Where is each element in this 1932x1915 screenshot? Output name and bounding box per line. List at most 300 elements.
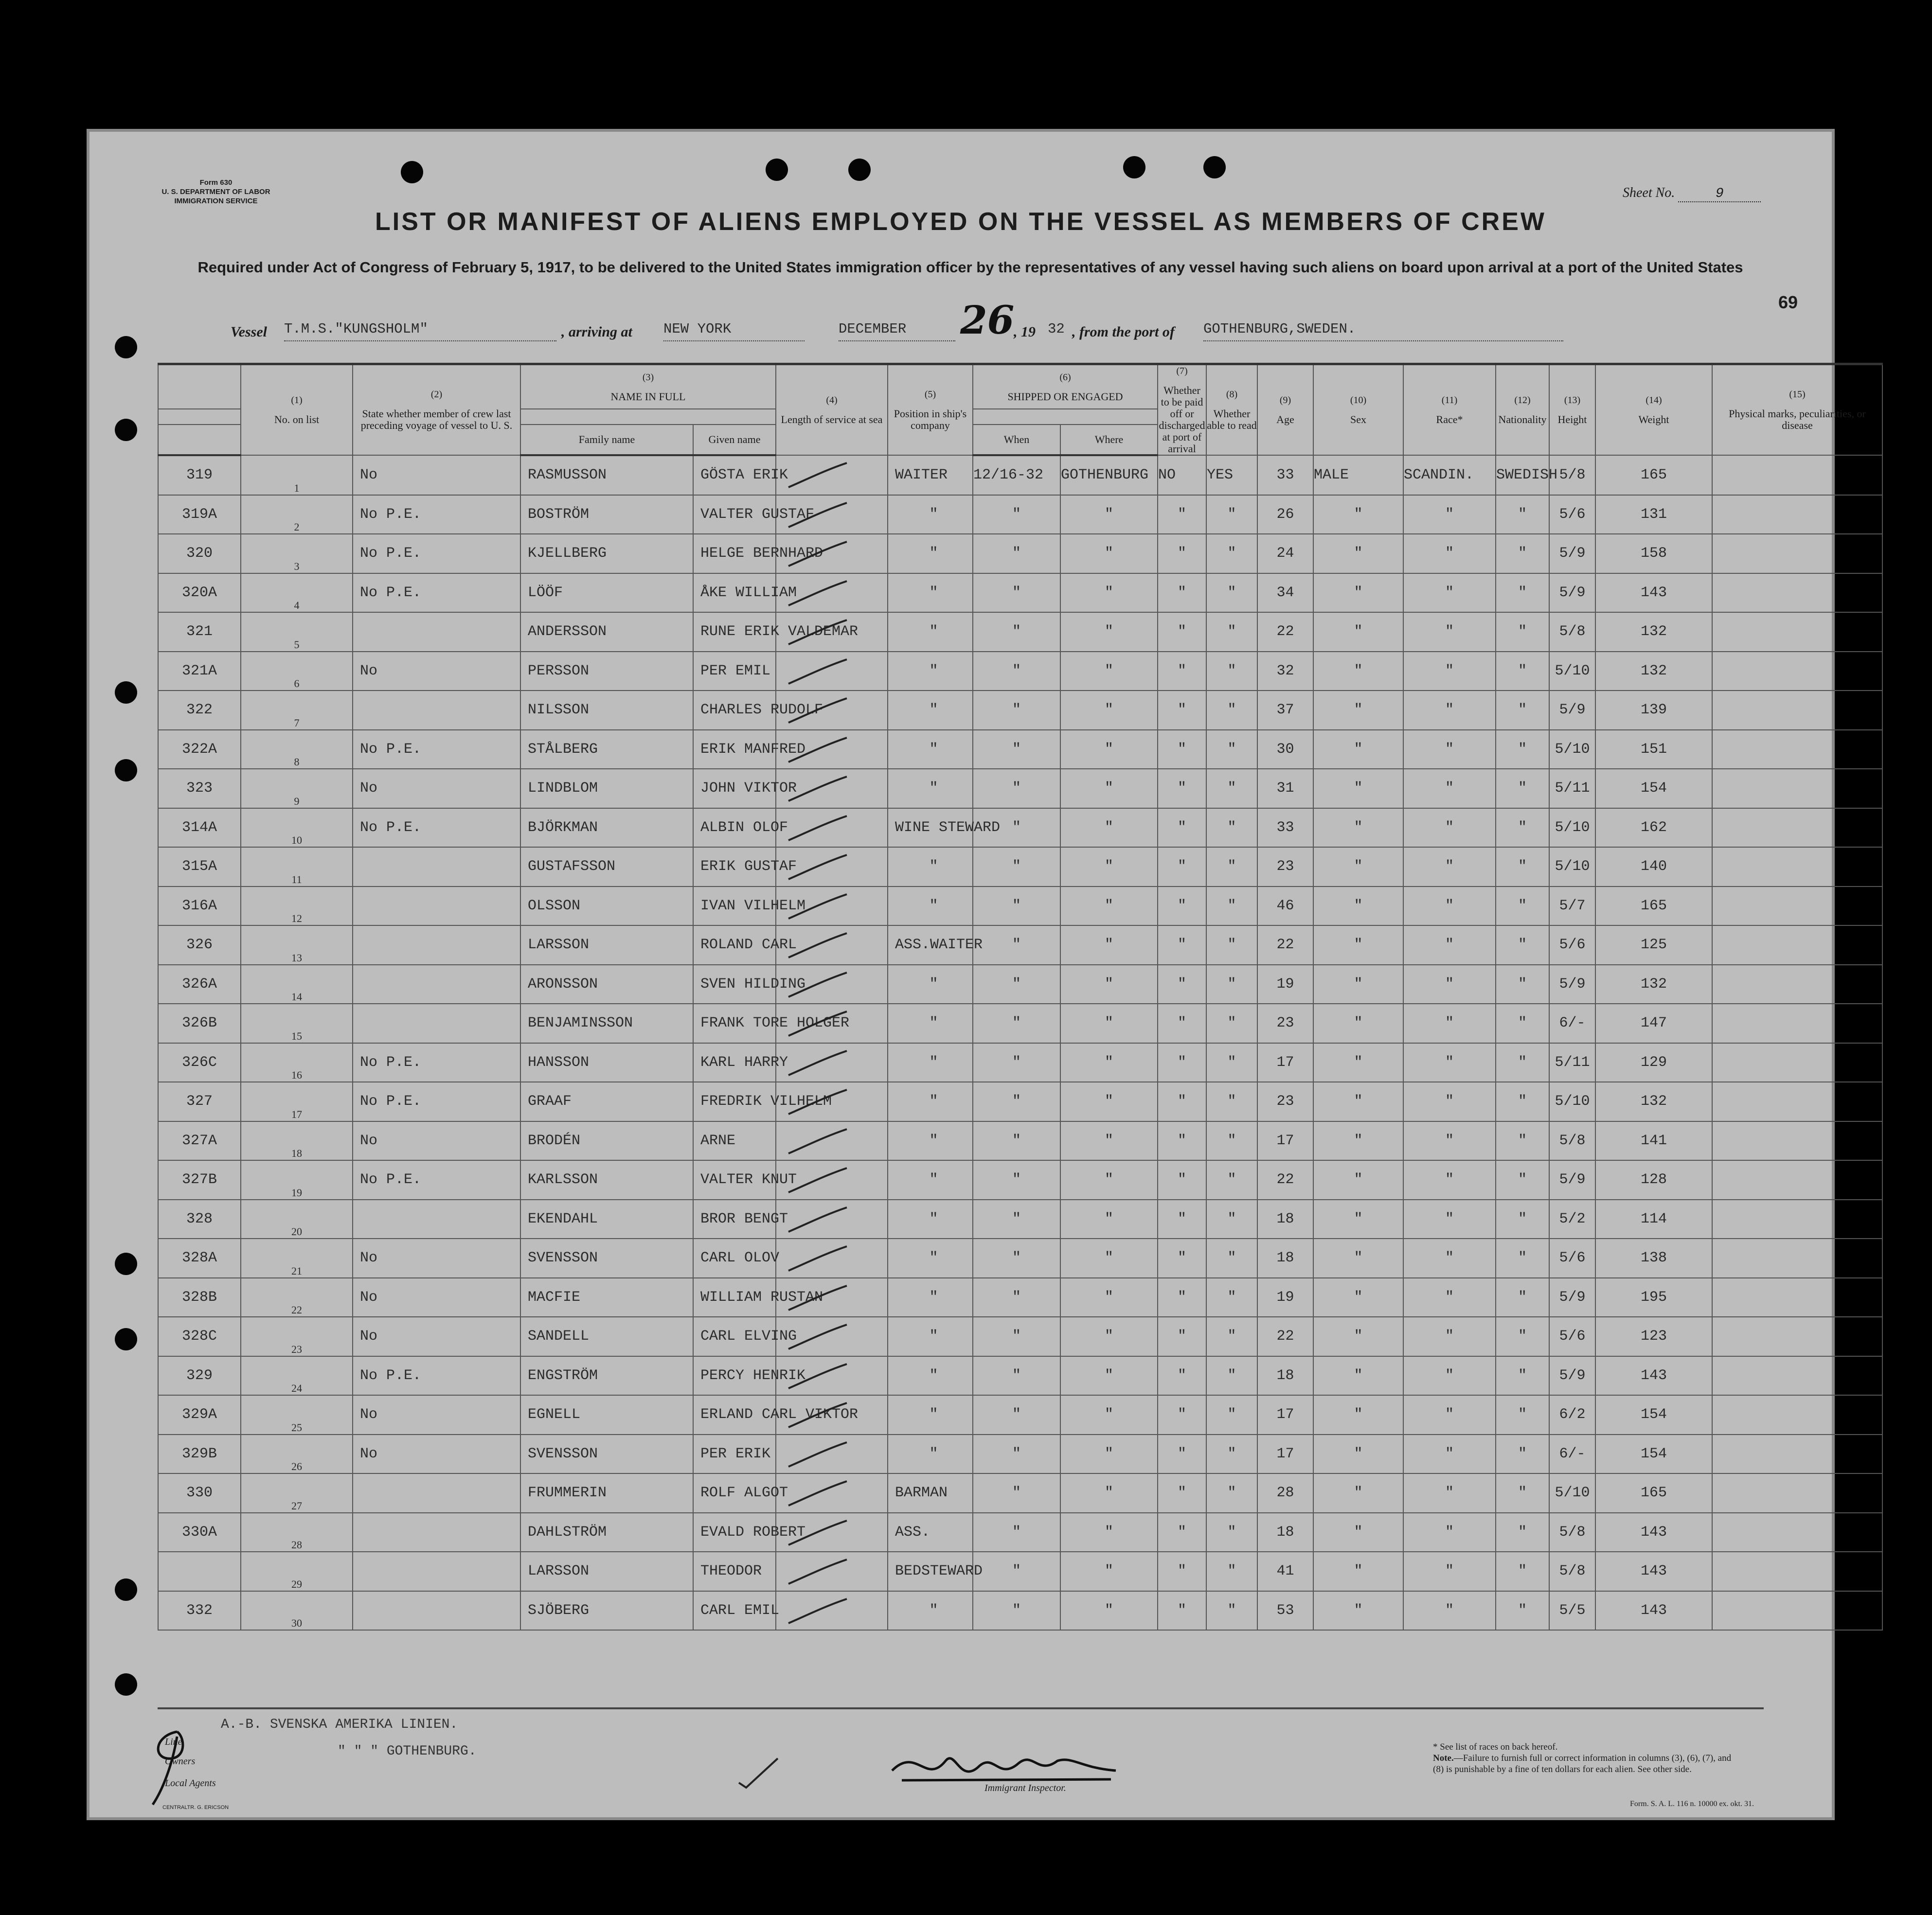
height-cell: 5/9 (1549, 691, 1595, 730)
ref-cell: 328B (158, 1278, 241, 1317)
marks-cell (1712, 1356, 1882, 1396)
form-identifier (143, 178, 289, 206)
where-cell: " (1060, 1513, 1158, 1552)
where-cell: " (1060, 1121, 1158, 1161)
punch-hole (766, 159, 788, 181)
sex-cell: " (1313, 887, 1403, 926)
length-of-service-cell (776, 455, 888, 495)
read-cell: " (1206, 1552, 1257, 1591)
check-stroke (786, 657, 849, 686)
age-cell: 17 (1257, 1043, 1313, 1082)
year-label: , 19 (1014, 324, 1036, 340)
nat-cell: " (1496, 1395, 1549, 1435)
race-cell: " (1403, 612, 1496, 652)
punch-hole (115, 759, 137, 781)
length-of-service-cell (776, 1160, 888, 1200)
read-cell: " (1206, 1121, 1257, 1161)
position-cell: " (888, 495, 973, 534)
height-cell: 5/9 (1549, 965, 1595, 1004)
read-cell: " (1206, 1356, 1257, 1396)
table-row (158, 573, 1882, 613)
age-cell: 17 (1257, 1395, 1313, 1435)
height-cell: 5/8 (1549, 455, 1595, 495)
table-row (158, 1395, 1882, 1435)
owners-value: " " " GOTHENBURG. (338, 1744, 477, 1759)
check-stroke (786, 1518, 849, 1547)
col-race-header: (11) Race* (1403, 364, 1496, 456)
paid-cell: " (1158, 495, 1206, 534)
weight-cell: 129 (1595, 1043, 1712, 1082)
prev-cell: No P.E. (353, 495, 520, 534)
paid-cell: " (1158, 1082, 1206, 1121)
weight-cell: 139 (1595, 691, 1712, 730)
when-cell: " (973, 691, 1060, 730)
where-cell: " (1060, 808, 1158, 848)
punch-hole (115, 1673, 137, 1696)
age-cell: 17 (1257, 1435, 1313, 1474)
marks-cell (1712, 925, 1882, 965)
ref-cell: 326C (158, 1043, 241, 1082)
height-cell: 5/9 (1549, 1160, 1595, 1200)
sex-cell: " (1313, 925, 1403, 965)
when-cell: " (973, 965, 1060, 1004)
sex-cell: " (1313, 1395, 1403, 1435)
race-cell: " (1403, 495, 1496, 534)
read-cell: " (1206, 965, 1257, 1004)
race-cell: SCANDIN. (1403, 455, 1496, 495)
table-row (158, 1591, 1882, 1631)
family-cell: ENGSTRÖM (520, 1356, 693, 1396)
read-cell: " (1206, 769, 1257, 808)
col-name-header: (3) NAME IN FULL (520, 364, 776, 409)
paid-cell: " (1158, 1552, 1206, 1591)
table-row (158, 534, 1882, 573)
nat-cell: " (1496, 1473, 1549, 1513)
marks-cell (1712, 1395, 1882, 1435)
race-cell: " (1403, 847, 1496, 887)
paid-cell: " (1158, 847, 1206, 887)
read-cell: " (1206, 730, 1257, 769)
race-cell: " (1403, 887, 1496, 926)
read-cell: " (1206, 1435, 1257, 1474)
punch-hole (115, 1578, 137, 1601)
check-stroke (786, 1401, 849, 1430)
no-cell: 9 (241, 769, 353, 808)
position-cell: " (888, 1121, 973, 1161)
length-of-service-cell (776, 769, 888, 808)
paid-cell: " (1158, 1239, 1206, 1278)
when-cell: " (973, 495, 1060, 534)
nat-cell: " (1496, 573, 1549, 613)
no-cell: 2 (241, 495, 353, 534)
race-cell: " (1403, 1513, 1496, 1552)
family-cell: GRAAF (520, 1082, 693, 1121)
given-cell: PER EMIL (693, 652, 776, 691)
length-of-service-cell (776, 1317, 888, 1356)
no-cell: 30 (241, 1591, 353, 1631)
marks-cell (1712, 1317, 1882, 1356)
marks-cell (1712, 1591, 1882, 1631)
weight-cell: 165 (1595, 887, 1712, 926)
prev-cell (353, 1513, 520, 1552)
age-cell: 18 (1257, 1356, 1313, 1396)
position-cell: " (888, 573, 973, 613)
where-cell: " (1060, 1435, 1158, 1474)
when-cell: " (973, 612, 1060, 652)
position-cell: " (888, 1278, 973, 1317)
check-stroke (786, 539, 849, 568)
race-cell: " (1403, 1473, 1496, 1513)
manifest-footer (89, 1707, 1832, 1814)
weight-cell: 140 (1595, 847, 1712, 887)
nat-cell: " (1496, 1513, 1549, 1552)
nat-cell: SWEDISH (1496, 455, 1549, 495)
punch-hole (1203, 156, 1226, 178)
col-given-name-header: Given name (693, 425, 776, 455)
arrival-port: NEW YORK (663, 321, 805, 341)
race-cell: " (1403, 769, 1496, 808)
length-of-service-cell (776, 1473, 888, 1513)
prev-cell (353, 887, 520, 926)
paid-cell: " (1158, 1317, 1206, 1356)
vessel-label: Vessel (231, 324, 267, 340)
age-cell: 22 (1257, 612, 1313, 652)
nat-cell: " (1496, 1278, 1549, 1317)
sex-cell: " (1313, 1043, 1403, 1082)
ref-cell: 320 (158, 534, 241, 573)
read-cell: " (1206, 925, 1257, 965)
col-when-header: When (973, 425, 1060, 455)
nat-cell: " (1496, 1356, 1549, 1396)
age-cell: 37 (1257, 691, 1313, 730)
no-cell: 8 (241, 730, 353, 769)
marks-cell (1712, 1513, 1882, 1552)
nat-cell: " (1496, 1552, 1549, 1591)
position-cell: " (888, 1160, 973, 1200)
department-name: U. S. DEPARTMENT OF LABOR (161, 188, 270, 196)
age-cell: 53 (1257, 1591, 1313, 1631)
where-cell: " (1060, 1278, 1158, 1317)
prev-cell (353, 691, 520, 730)
check-stroke (786, 579, 849, 608)
check-stroke (786, 1127, 849, 1156)
given-cell: JOHN VIKTOR (693, 769, 776, 808)
family-cell: BRODÉN (520, 1121, 693, 1161)
when-cell: " (973, 1043, 1060, 1082)
prev-cell: No (353, 455, 520, 495)
paid-cell: " (1158, 652, 1206, 691)
arriving-label: , arriving at (561, 324, 632, 340)
ref-cell: 315A (158, 847, 241, 887)
col-paid-off-header: (7) Whether to be paid off or discharged at port of arrival (1158, 364, 1206, 456)
table-row (158, 1239, 1882, 1278)
length-of-service-cell (776, 495, 888, 534)
length-of-service-cell (776, 652, 888, 691)
sheet-number-value: 9 (1678, 186, 1761, 202)
paid-cell: " (1158, 808, 1206, 848)
ref-cell: 327A (158, 1121, 241, 1161)
paid-cell: " (1158, 1278, 1206, 1317)
no-cell: 7 (241, 691, 353, 730)
table-row (158, 1043, 1882, 1082)
family-cell: OLSSON (520, 887, 693, 926)
height-cell: 5/10 (1549, 1082, 1595, 1121)
given-cell: FREDRIK VILHELM (693, 1082, 776, 1121)
race-cell: " (1403, 1082, 1496, 1121)
table-row (158, 1552, 1882, 1591)
when-cell: " (973, 534, 1060, 573)
ref-cell: 328C (158, 1317, 241, 1356)
given-cell: RUNE ERIK VALDEMAR (693, 612, 776, 652)
age-cell: 23 (1257, 1082, 1313, 1121)
col-sex-header: (10) Sex (1313, 364, 1403, 456)
position-cell: " (888, 1082, 973, 1121)
race-cell: " (1403, 1239, 1496, 1278)
document-subtitle: Required under Act of Congress of February 5, 1917, to be delivered to the United States immigration officer by the representatives of any vessel having such aliens on board upon arrival at a port of the United States (197, 259, 1743, 276)
family-cell: ARONSSON (520, 965, 693, 1004)
no-cell: 21 (241, 1239, 353, 1278)
marks-cell (1712, 1278, 1882, 1317)
no-cell: 20 (241, 1200, 353, 1239)
race-cell: " (1403, 1435, 1496, 1474)
given-cell: CARL EMIL (693, 1591, 776, 1631)
age-cell: 24 (1257, 534, 1313, 573)
family-cell: BJÖRKMAN (520, 808, 693, 848)
no-cell: 26 (241, 1435, 353, 1474)
age-cell: 18 (1257, 1513, 1313, 1552)
height-cell: 5/6 (1549, 1317, 1595, 1356)
nat-cell: " (1496, 965, 1549, 1004)
read-cell: " (1206, 1004, 1257, 1043)
marks-cell (1712, 887, 1882, 926)
given-cell: VALTER KNUT (693, 1160, 776, 1200)
no-cell: 13 (241, 925, 353, 965)
ref-cell: 328A (158, 1239, 241, 1278)
col-nationality-header: (12) Nationality (1496, 364, 1549, 456)
height-cell: 5/9 (1549, 1356, 1595, 1396)
race-cell: " (1403, 730, 1496, 769)
nat-cell: " (1496, 1239, 1549, 1278)
check-stroke (786, 931, 849, 960)
table-row (158, 1082, 1882, 1121)
given-cell: ALBIN OLOF (693, 808, 776, 848)
height-cell: 6/- (1549, 1435, 1595, 1474)
given-cell: PER ERIK (693, 1435, 776, 1474)
position-cell: " (888, 1317, 973, 1356)
length-of-service-cell (776, 1004, 888, 1043)
length-of-service-cell (776, 573, 888, 613)
nat-cell: " (1496, 887, 1549, 926)
line-label: Line (165, 1737, 182, 1747)
no-cell: 25 (241, 1395, 353, 1435)
length-of-service-cell (776, 691, 888, 730)
nat-cell: " (1496, 1317, 1549, 1356)
marks-cell (1712, 691, 1882, 730)
position-cell: " (888, 1435, 973, 1474)
age-cell: 41 (1257, 1552, 1313, 1591)
given-cell: EVALD ROBERT (693, 1513, 776, 1552)
family-cell: SVENSSON (520, 1239, 693, 1278)
prev-cell: No P.E. (353, 534, 520, 573)
race-cell: " (1403, 652, 1496, 691)
where-cell: " (1060, 1004, 1158, 1043)
prev-cell: No P.E. (353, 730, 520, 769)
height-cell: 6/2 (1549, 1395, 1595, 1435)
where-cell: " (1060, 1239, 1158, 1278)
age-cell: 22 (1257, 1317, 1313, 1356)
sex-cell: " (1313, 1473, 1403, 1513)
check-stroke (786, 1244, 849, 1273)
check-stroke (786, 852, 849, 882)
paid-cell: " (1158, 612, 1206, 652)
table-row (158, 730, 1882, 769)
ref-cell: 327B (158, 1160, 241, 1200)
height-cell: 5/6 (1549, 495, 1595, 534)
given-cell: HELGE BERNHARD (693, 534, 776, 573)
col-weight-header: (14) Weight (1595, 364, 1712, 456)
given-cell: PERCY HENRIK (693, 1356, 776, 1396)
where-cell: " (1060, 730, 1158, 769)
where-cell: " (1060, 1591, 1158, 1631)
prev-cell: No P.E. (353, 1160, 520, 1200)
sex-cell: " (1313, 1435, 1403, 1474)
length-of-service-cell (776, 1552, 888, 1591)
given-cell: SVEN HILDING (693, 965, 776, 1004)
sex-cell: " (1313, 1356, 1403, 1396)
when-cell: " (973, 1004, 1060, 1043)
race-cell: " (1403, 965, 1496, 1004)
paid-cell: " (1158, 1591, 1206, 1631)
race-cell: " (1403, 1200, 1496, 1239)
marks-cell (1712, 455, 1882, 495)
race-cell: " (1403, 1395, 1496, 1435)
where-cell: " (1060, 495, 1158, 534)
nat-cell: " (1496, 612, 1549, 652)
nat-cell: " (1496, 769, 1549, 808)
table-row (158, 808, 1882, 848)
check-stroke (786, 1009, 849, 1038)
height-cell: 5/7 (1549, 887, 1595, 926)
prev-cell: No (353, 1278, 520, 1317)
height-cell: 5/8 (1549, 1121, 1595, 1161)
paid-cell: " (1158, 1160, 1206, 1200)
read-cell: " (1206, 495, 1257, 534)
weight-cell: 158 (1595, 534, 1712, 573)
read-cell: " (1206, 1317, 1257, 1356)
read-cell: " (1206, 1239, 1257, 1278)
paid-cell: " (1158, 730, 1206, 769)
when-cell: " (973, 1513, 1060, 1552)
prev-cell (353, 1004, 520, 1043)
position-cell: " (888, 887, 973, 926)
ref-cell: 326A (158, 965, 241, 1004)
punch-hole (1123, 156, 1145, 178)
nat-cell: " (1496, 1591, 1549, 1631)
height-cell: 5/10 (1549, 730, 1595, 769)
marks-cell (1712, 1004, 1882, 1043)
given-cell: CARL ELVING (693, 1317, 776, 1356)
no-cell: 11 (241, 847, 353, 887)
given-cell: KARL HARRY (693, 1043, 776, 1082)
no-cell: 27 (241, 1473, 353, 1513)
where-cell: " (1060, 1082, 1158, 1121)
position-cell: " (888, 652, 973, 691)
no-cell: 12 (241, 887, 353, 926)
no-cell: 5 (241, 612, 353, 652)
given-cell: ERIK GUSTAF (693, 847, 776, 887)
table-row (158, 1278, 1882, 1317)
document-title: LIST OR MANIFEST OF ALIENS EMPLOYED ON THE VESSEL AS MEMBERS OF CREW (375, 208, 1546, 236)
read-cell: " (1206, 847, 1257, 887)
ref-cell: 326B (158, 1004, 241, 1043)
sex-cell: " (1313, 965, 1403, 1004)
sex-cell: " (1313, 1082, 1403, 1121)
table-row (158, 1473, 1882, 1513)
marks-cell (1712, 534, 1882, 573)
paid-cell: " (1158, 1395, 1206, 1435)
where-cell: GOTHENBURG (1060, 455, 1158, 495)
table-row (158, 455, 1882, 495)
nat-cell: " (1496, 1435, 1549, 1474)
age-cell: 31 (1257, 769, 1313, 808)
length-of-service-cell (776, 808, 888, 848)
weight-cell: 114 (1595, 1200, 1712, 1239)
sex-cell: " (1313, 1591, 1403, 1631)
table-row (158, 1513, 1882, 1552)
position-cell: " (888, 534, 973, 573)
weight-cell: 143 (1595, 1513, 1712, 1552)
weight-cell: 162 (1595, 808, 1712, 848)
form-number: Form 630 (199, 178, 233, 187)
length-of-service-cell (776, 1356, 888, 1396)
table-row (158, 1121, 1882, 1161)
marks-cell (1712, 573, 1882, 613)
table-row (158, 1317, 1882, 1356)
race-cell: " (1403, 1043, 1496, 1082)
length-of-service-cell (776, 1239, 888, 1278)
ref-cell: 316A (158, 887, 241, 926)
check-stroke (786, 970, 849, 999)
no-cell: 14 (241, 965, 353, 1004)
no-cell: 19 (241, 1160, 353, 1200)
weight-cell: 165 (1595, 1473, 1712, 1513)
weight-cell: 154 (1595, 769, 1712, 808)
family-cell: STÅLBERG (520, 730, 693, 769)
marks-cell (1712, 847, 1882, 887)
race-cell: " (1403, 925, 1496, 965)
where-cell: " (1060, 1356, 1158, 1396)
when-cell: " (973, 1552, 1060, 1591)
weight-cell: 141 (1595, 1121, 1712, 1161)
paid-cell: " (1158, 691, 1206, 730)
age-cell: 18 (1257, 1239, 1313, 1278)
family-cell: RASMUSSON (520, 455, 693, 495)
when-cell: " (973, 1591, 1060, 1631)
prev-cell (353, 1552, 520, 1591)
where-cell: " (1060, 887, 1158, 926)
family-cell: PERSSON (520, 652, 693, 691)
check-stroke (786, 1166, 849, 1195)
read-cell: " (1206, 573, 1257, 613)
inspector-label: Immigrant Inspector. (984, 1783, 1066, 1793)
weight-cell: 132 (1595, 652, 1712, 691)
weight-cell: 138 (1595, 1239, 1712, 1278)
age-cell: 33 (1257, 455, 1313, 495)
given-cell: FRANK TORE HOLGER (693, 1004, 776, 1043)
position-cell: " (888, 965, 973, 1004)
weight-cell: 143 (1595, 573, 1712, 613)
col-where-header: Where (1060, 425, 1158, 455)
